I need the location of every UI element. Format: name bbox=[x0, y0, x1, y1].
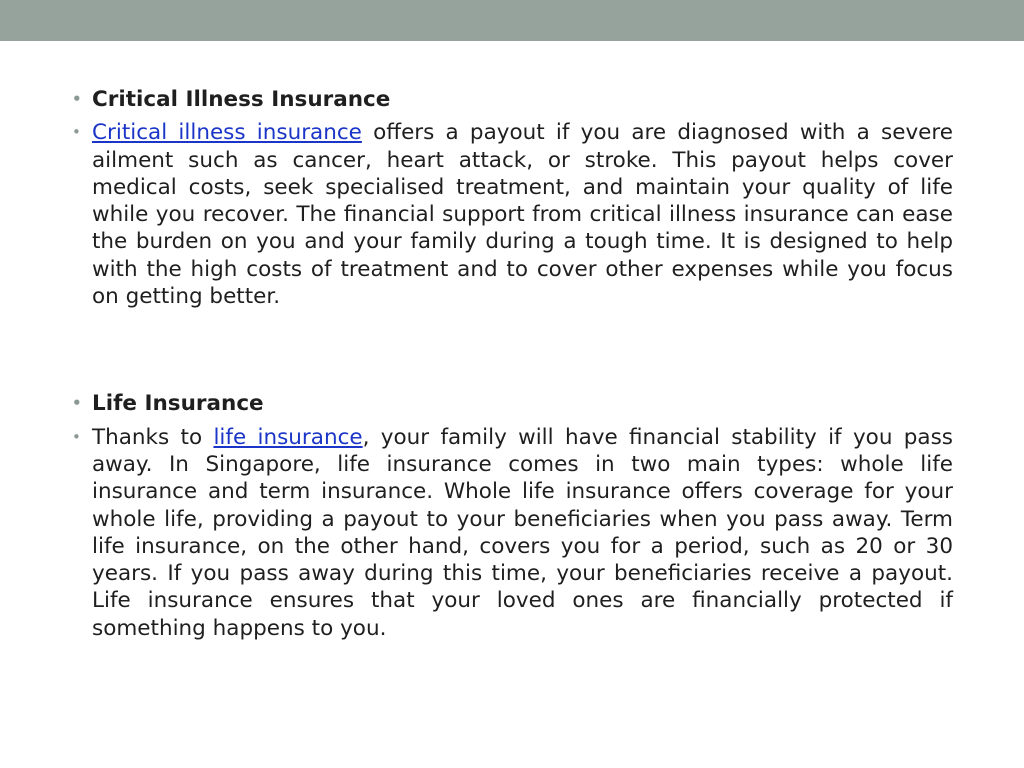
slide-header-bar bbox=[0, 0, 1024, 41]
body-text-before-link: Thanks to bbox=[92, 424, 214, 450]
section-heading-life-insurance bbox=[72, 390, 953, 417]
critical-illness-insurance-link[interactable]: Critical illness insurance bbox=[92, 120, 362, 146]
heading-text: Critical Illness Insurance bbox=[92, 87, 391, 112]
section-spacer bbox=[72, 310, 953, 390]
body-text-after-link: , your family will have financial stability if you pass away. In Singapore, life insurance comes in two main types: whole life insurance and term insurance. Whole life insurance offers coverage for your whole life, providing a payout to your beneficiaries when you pass away. Term life insurance, on the other hand, covers you for a period, such as 20 or 30 years. If you pass away during this time, your beneficiaries receive a payout. Life insurance ensures that your loved ones are financially protected if something happens to you. bbox=[92, 424, 953, 641]
section-body-life-insurance bbox=[72, 424, 953, 642]
heading-text: Life Insurance bbox=[92, 391, 264, 417]
slide-content bbox=[72, 86, 953, 642]
section-heading-critical-illness bbox=[72, 86, 953, 113]
body-text-after-link: offers a payout if you are diagnosed with a severe ailment such as cancer, heart attack, or stroke. This payout helps cover medical costs, seek specialised treatment, and maintain your quality of life while you recover. The financial support from critical illness insurance can ease the burden on you and your family during a tough time. It is designed to help with the high costs of treatment and to cover other expenses while you focus on getting better. bbox=[92, 120, 953, 310]
section-body-critical-illness bbox=[72, 119, 953, 310]
life-insurance-link[interactable]: life insurance bbox=[213, 424, 363, 450]
